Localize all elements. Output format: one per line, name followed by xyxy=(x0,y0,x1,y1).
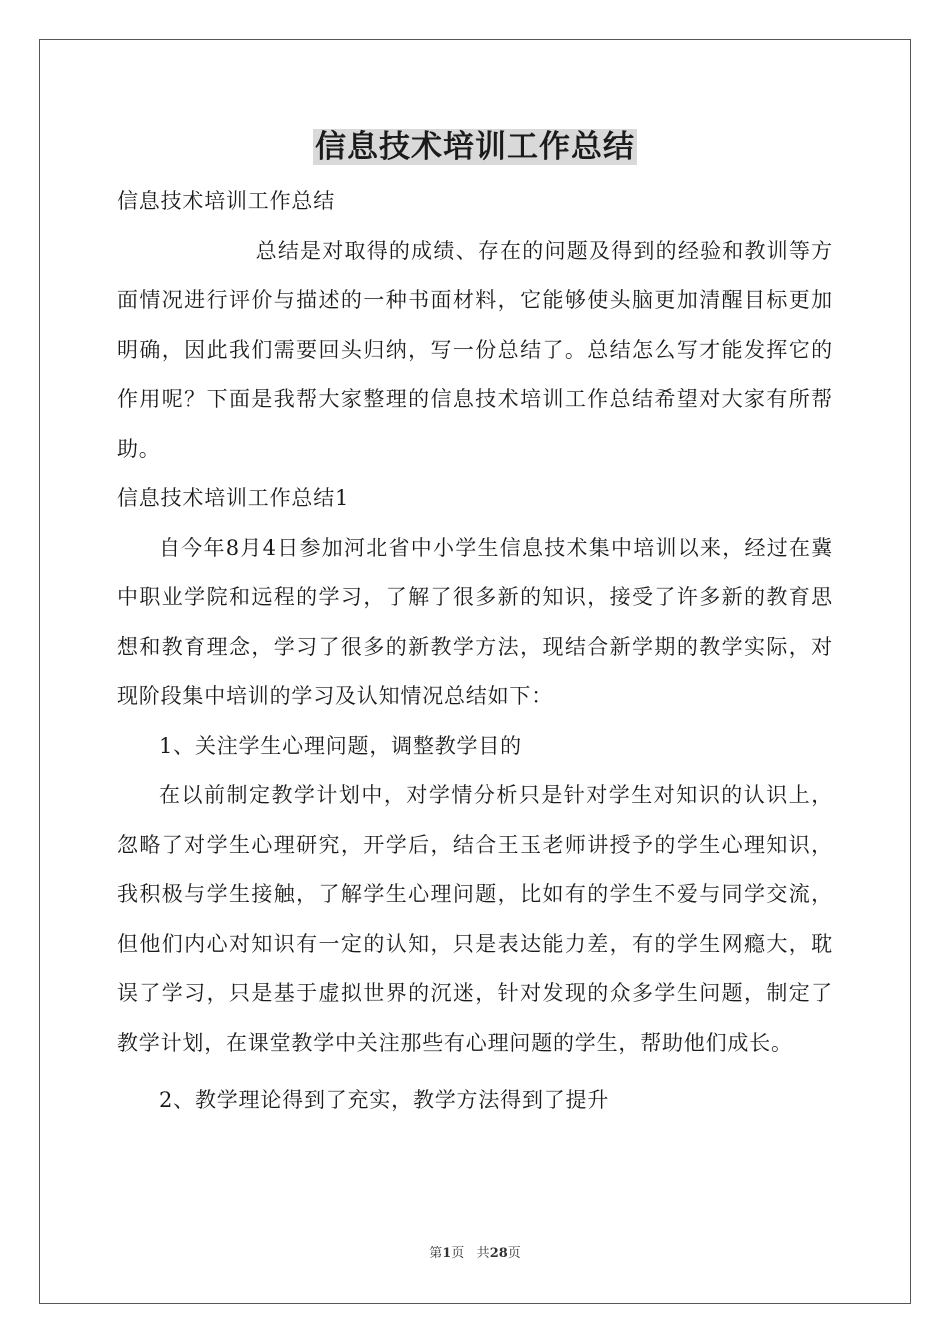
document-title-text: 信息技术培训工作总结 xyxy=(315,129,635,165)
numbered-heading: 1、关注学生心理问题，调整教学目的 xyxy=(159,733,522,758)
section-heading: 信息技术培训工作总结1 xyxy=(117,486,350,510)
total-pages: 28 xyxy=(489,1246,508,1261)
numbered-heading: 2、教学理论得到了充实，教学方法得到了提升 xyxy=(159,1088,610,1112)
body-paragraph: 自今年8月4日参加河北省中小学生信息技术集中培训以来，经过在冀中职业学院和远程的学习，了解了很多新的知识，接受了许多新的教育思想和教育理念，学习了很多的新教学方法，现结合新学期的教学实际，对现阶段集中培训的学习及认知情况总结如下： xyxy=(117,535,833,708)
page-number: 1 xyxy=(442,1246,452,1261)
page-prefix: 第 xyxy=(429,1246,443,1261)
document-title xyxy=(0,122,950,172)
total-suffix: 页 xyxy=(507,1246,521,1261)
intro-paragraph: 总结是对取得的成绩、存在的问题及得到的经验和教训等方面情况进行评价与描述的一种书面材料，它能够使头脑更加清醒目标更加明确，因此我们需要回头归纳，写一份总结了。总结怎么写才能发挥它的作用呢？下面是我帮大家整理的信息技术培训工作总结希望对大家有所帮助。 xyxy=(117,238,833,461)
total-prefix: 共 xyxy=(476,1246,490,1261)
document-body xyxy=(117,177,833,1126)
page-footer xyxy=(0,1244,950,1264)
page-suffix: 页 xyxy=(451,1246,465,1261)
subtitle-line: 信息技术培训工作总结 xyxy=(117,189,335,213)
body-paragraph: 在以前制定教学计划中，对学情分析只是针对学生对知识的认识上，忽略了对学生心理研究，开学后，结合王玉老师讲授予的学生心理知识，我积极与学生接触，了解学生心理问题，比如有的学生不爱与同学交流，但他们内心对知识有一定的认知，只是表达能力差，有的学生网瘾大，耽误了学习，只是基于虚拟世界的沉迷，针对发现的众多学生问题，制定了教学计划，在课堂教学中关注那些有心理问题的学生，帮助他们成长。 xyxy=(117,783,833,1055)
